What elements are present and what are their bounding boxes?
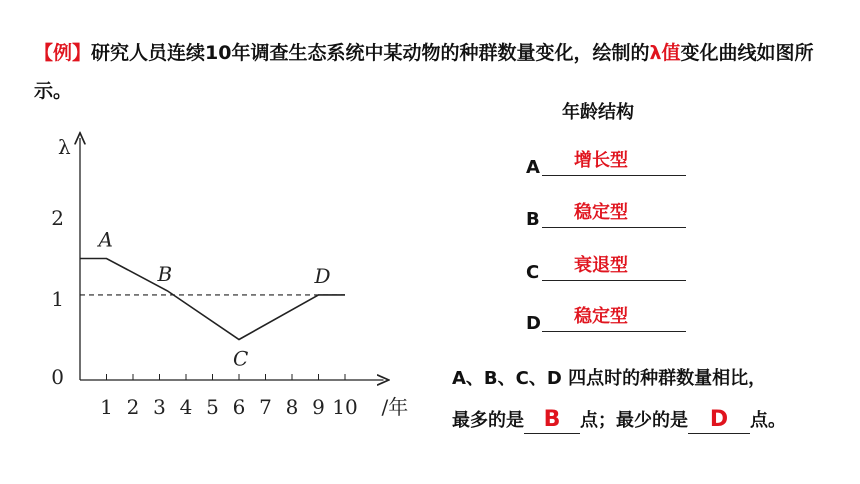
- age-row-letter: B: [526, 209, 540, 230]
- question-body-end: 变化曲线如图所示。: [34, 42, 814, 102]
- chart-point-labels: [97, 228, 331, 371]
- question-body: 研究人员连续10年调查生态系统中某动物的种群数量变化，绘制的: [91, 42, 650, 64]
- summary-question: [452, 358, 852, 442]
- x-tick-label: 6: [232, 395, 246, 419]
- x-tick-label: 9: [312, 395, 325, 419]
- age-row-a: [526, 148, 686, 178]
- answer-blank-line: [542, 227, 686, 228]
- age-row-b: [526, 200, 686, 230]
- answer-blank-line: [542, 280, 686, 281]
- answer-blank-line: [542, 331, 686, 332]
- most-label: 最多的是: [452, 410, 524, 431]
- age-row-letter: C: [526, 262, 540, 283]
- age-row-c: [526, 253, 686, 283]
- question-text: [34, 34, 834, 110]
- age-row-letter: D: [526, 313, 541, 334]
- age-structure-title: 年龄结构: [562, 102, 634, 123]
- point-label-c: C: [233, 346, 249, 371]
- x-axis-label: /年: [381, 395, 409, 419]
- point-label-d: D: [314, 263, 331, 288]
- answer-blank-line: [542, 175, 686, 176]
- most-answer-blank: B: [524, 407, 580, 434]
- chart-ticks: [51, 206, 357, 419]
- x-tick-label: 8: [285, 395, 299, 419]
- age-row-answer: 衰退型: [574, 255, 628, 276]
- point-label-a: A: [98, 227, 113, 252]
- x-tick-label: 4: [179, 395, 193, 419]
- age-row-letter: A: [526, 157, 540, 178]
- y-tick-label: 1: [51, 287, 64, 311]
- question-prefix: 【例】: [34, 42, 92, 64]
- point-label-1: 点；最少的是: [580, 410, 688, 431]
- age-row-answer: 增长型: [574, 150, 628, 171]
- chart-axes: [58, 135, 408, 419]
- x-tick-label: 7: [259, 395, 272, 419]
- point-label-b: B: [157, 261, 173, 286]
- lambda-series-line: [80, 259, 345, 340]
- chart-plot: [80, 259, 345, 340]
- age-row-answer: 稳定型: [574, 202, 628, 223]
- y-tick-label: 0: [51, 365, 64, 389]
- lambda-chart: [40, 128, 430, 428]
- age-row-answer: 稳定型: [574, 306, 628, 327]
- summary-line1: A、B、C、D 四点时的种群数量相比，: [452, 368, 767, 389]
- lambda-highlight: λ值: [649, 42, 681, 64]
- y-axis-label: λ: [58, 135, 71, 159]
- least-answer-blank: D: [688, 407, 750, 434]
- point-label-2: 点。: [750, 410, 786, 431]
- x-tick-label: 1: [100, 395, 113, 419]
- x-tick-label: 5: [206, 395, 219, 419]
- y-tick-label: 2: [51, 206, 64, 230]
- x-tick-label: 10: [332, 395, 358, 419]
- summary-line2: [452, 400, 852, 442]
- x-tick-label: 2: [126, 395, 140, 419]
- age-row-d: [526, 304, 686, 334]
- x-tick-label: 3: [153, 395, 166, 419]
